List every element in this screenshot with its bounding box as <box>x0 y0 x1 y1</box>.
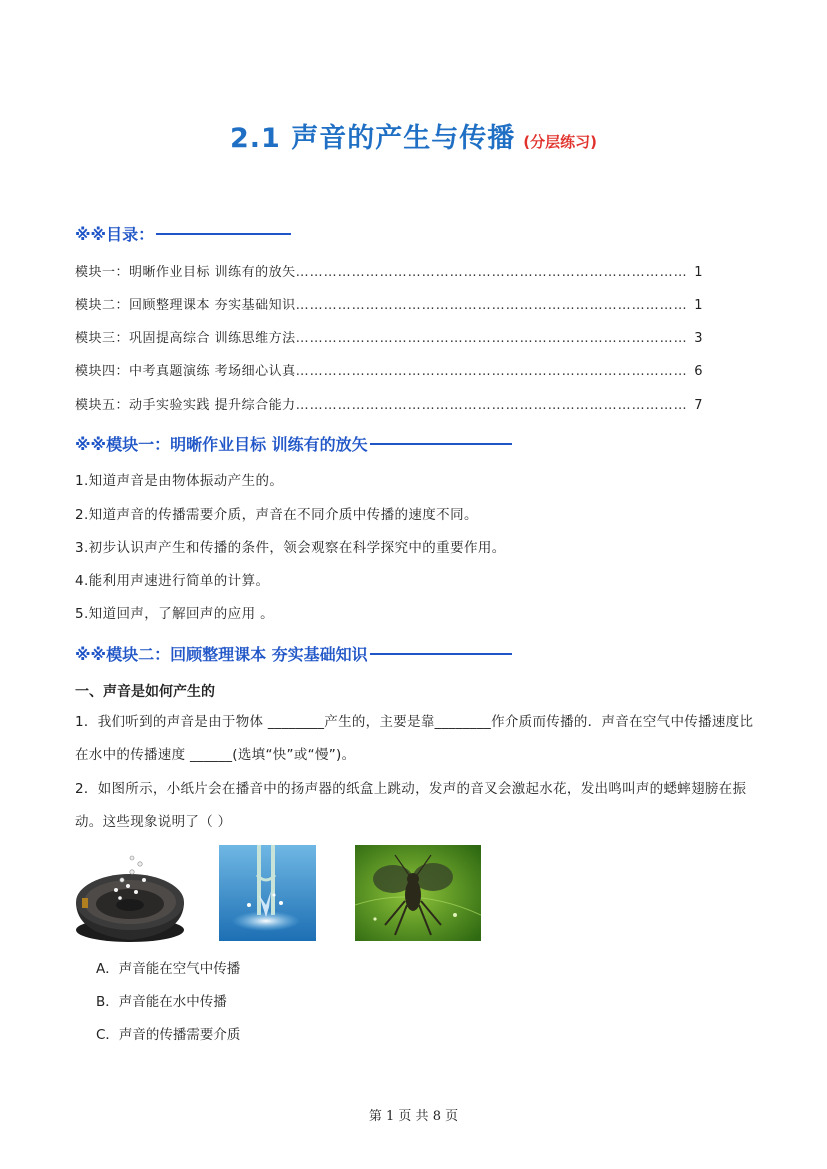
goal-item: 1.知道声音是由物体振动产生的。 <box>75 473 284 489</box>
heading-rule <box>156 233 291 235</box>
goal-item: 3.初步认识声产生和传播的条件，领会观察在科学探究中的重要作用。 <box>75 540 506 556</box>
toc-item[interactable]: 模块二：回顾整理课本 夯实基础知识 ………………………………………………………………………………………………………………………… 1 <box>75 294 703 313</box>
toc-leader-dots <box>296 298 689 313</box>
option-c[interactable]: C．声音的传播需要介质 <box>96 1027 241 1043</box>
goal-item: 5.知道回声，了解回声的应用 。 <box>75 606 275 622</box>
page-title <box>0 116 827 155</box>
page-footer: 第 1 页 共 8 页 <box>368 1109 459 1124</box>
option-b[interactable]: B．声音能在水中传播 <box>96 994 227 1010</box>
toc-leader-dots <box>296 331 689 346</box>
question-1: 1．我们听到的声音是由于物体 ________产生的，主要是靠________作介质而传播的．声音在空气中传播速度比在水中的传播速度 ______(选填“快”或“慢”)。 <box>75 714 754 763</box>
option-a[interactable]: A．声音能在空气中传播 <box>96 961 241 977</box>
section-heading: 一、声音是如何产生的 <box>75 684 215 700</box>
toc-item[interactable]: 模块三：巩固提高综合 训练思维方法 ………………………………………………………………………………………………………………………… 3 <box>75 327 703 346</box>
module1-heading: ※※模块一：明晰作业目标 训练有的放矢 <box>75 432 512 455</box>
module2-heading: ※※模块二：回顾整理课本 夯实基础知识 <box>75 642 512 665</box>
cricket-image <box>355 845 481 941</box>
toc-heading: ※※目录： <box>75 222 291 245</box>
toc-leader-dots <box>296 265 689 280</box>
title-sub: (分层练习) <box>523 133 597 151</box>
toc-item[interactable]: 模块五：动手实验实践 提升综合能力 ………………………………………………………………………………………………………………………… 7 <box>75 394 703 413</box>
goal-item: 4.能利用声速进行简单的计算。 <box>75 573 270 589</box>
question-2: 2．如图所示，小纸片会在播音中的扬声器的纸盒上跳动，发声的音叉会激起水花，发出鸣叫声的蟋蟀翅膀在振动。这些现象说明了（ ） <box>75 781 747 830</box>
tuning-fork-water-image <box>219 845 316 941</box>
speaker-image <box>72 850 188 946</box>
toc-leader-dots <box>296 364 689 379</box>
toc-item[interactable]: 模块一：明晰作业目标 训练有的放矢 ………………………………………………………………………………………………………………………… 1 <box>75 261 703 280</box>
heading-rule <box>370 443 512 445</box>
heading-rule <box>370 653 512 655</box>
toc-item[interactable]: 模块四：中考真题演练 考场细心认真 ………………………………………………………………………………………………………………………… 6 <box>75 360 703 379</box>
goal-item: 2.知道声音的传播需要介质，声音在不同介质中传播的速度不同。 <box>75 507 478 523</box>
toc-leader-dots <box>296 398 689 413</box>
title-main: 2.1 声音的产生与传播 <box>230 123 516 154</box>
